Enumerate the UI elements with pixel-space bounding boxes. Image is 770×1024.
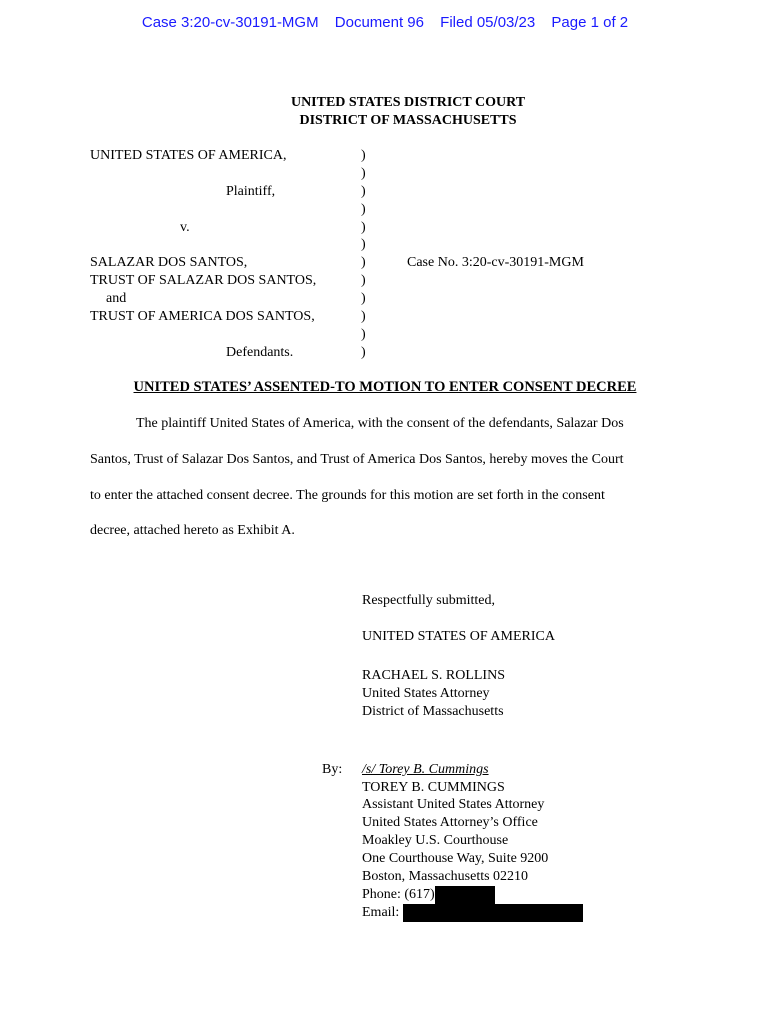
email-redaction — [403, 904, 583, 922]
attorney-name: RACHAEL S. ROLLINS — [362, 668, 505, 683]
caption-paren: ) — [361, 255, 366, 270]
body-line: Santos, Trust of Salazar Dos Santos, and Trust of America Dos Santos, hereby moves the Court — [90, 452, 624, 467]
body-line: decree, attached hereto as Exhibit A. — [90, 523, 295, 538]
building-name: Moakley U.S. Courthouse — [362, 833, 509, 848]
signer-name: TOREY B. CUMMINGS — [362, 780, 505, 795]
defendant-and: and — [106, 291, 127, 306]
body-line: The plaintiff United States of America, with the consent of the defendants, Salazar Dos — [136, 416, 624, 431]
court-name: UNITED STATES DISTRICT COURT — [290, 95, 526, 110]
caption-paren: ) — [361, 345, 366, 360]
email-label: Email: — [362, 905, 400, 921]
defendant-3: TRUST OF AMERICA DOS SANTOS, — [90, 309, 315, 324]
header-page: Page 1 of 2 — [551, 14, 629, 31]
motion-title: UNITED STATES’ ASSENTED-TO MOTION TO ENTER CONSENT DECREE — [133, 379, 637, 395]
phone-redaction — [435, 886, 495, 904]
street-address: One Courthouse Way, Suite 9200 — [362, 851, 549, 866]
signer-title: Assistant United States Attorney — [362, 797, 545, 812]
caption-paren: ) — [361, 184, 366, 199]
caption-paren: ) — [361, 202, 366, 217]
closing: Respectfully submitted, — [362, 593, 495, 608]
plaintiff-name: UNITED STATES OF AMERICA, — [90, 148, 287, 163]
party-name: UNITED STATES OF AMERICA — [362, 629, 555, 644]
defendant-role: Defendants. — [226, 345, 294, 360]
defendant-1: SALAZAR DOS SANTOS, — [90, 255, 248, 270]
attorney-district: District of Massachusetts — [362, 704, 504, 719]
electronic-signature: /s/ Torey B. Cummings — [362, 762, 489, 777]
defendant-2: TRUST OF SALAZAR DOS SANTOS, — [90, 273, 317, 288]
body-line: to enter the attached consent decree. The grounds for this motion are set forth in the consent — [90, 488, 605, 503]
plaintiff-role: Plaintiff, — [226, 184, 276, 199]
caption-paren: ) — [361, 237, 366, 252]
office-name: United States Attorney’s Office — [362, 815, 538, 830]
caption-paren: ) — [361, 291, 366, 306]
header-case-number: Case 3:20-cv-30191-MGM — [141, 14, 319, 31]
caption-paren: ) — [361, 309, 366, 324]
case-number: Case No. 3:20-cv-30191-MGM — [407, 255, 584, 270]
versus: v. — [180, 220, 190, 235]
phone-label: Phone: (617) — [362, 887, 435, 903]
caption-paren: ) — [361, 327, 366, 342]
case-header — [0, 14, 770, 31]
header-document: Document 96 — [334, 14, 424, 31]
caption-paren: ) — [361, 166, 366, 181]
city-address: Boston, Massachusetts 02210 — [362, 869, 529, 884]
caption-paren: ) — [361, 273, 366, 288]
by-label: By: — [322, 762, 343, 777]
attorney-title: United States Attorney — [362, 686, 490, 701]
court-district: DISTRICT OF MASSACHUSETTS — [299, 113, 517, 128]
phone-line — [362, 886, 495, 904]
email-line — [362, 904, 583, 922]
caption-paren: ) — [361, 220, 366, 235]
caption-paren: ) — [361, 148, 366, 163]
header-filed-date: Filed 05/03/23 — [440, 14, 536, 31]
